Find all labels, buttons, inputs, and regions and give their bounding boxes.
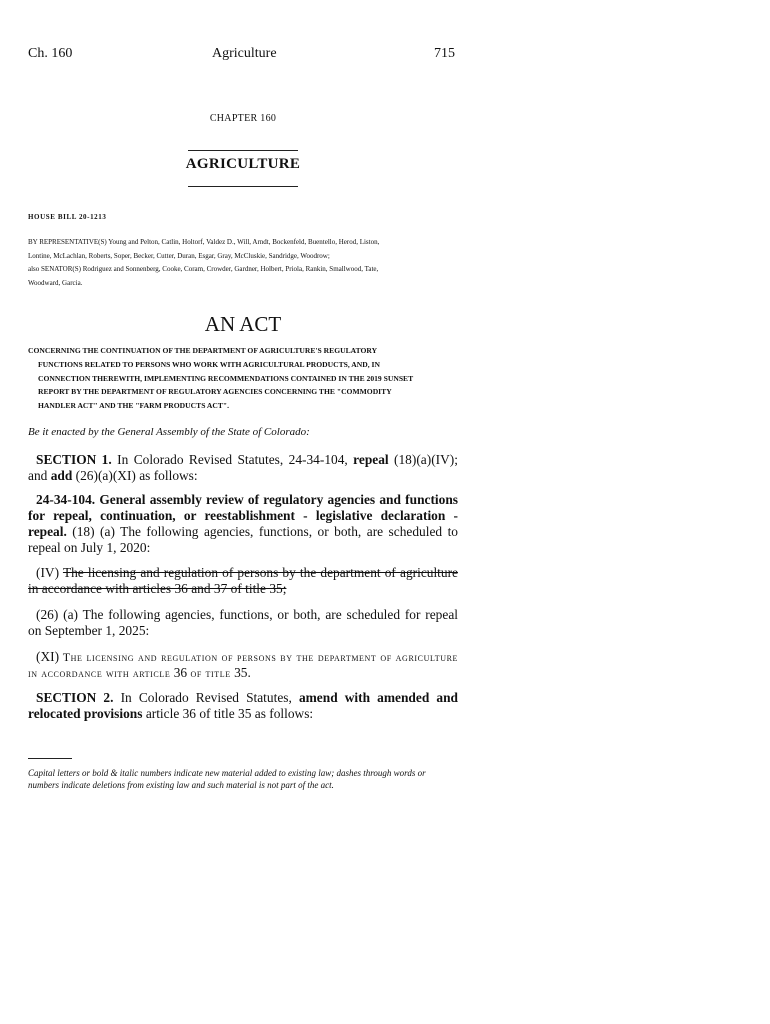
section-2 — [28, 690, 458, 722]
xi-number: 35. — [234, 665, 251, 680]
sponsors-line: BY REPRESENTATIVE(S) Young and Pelton, Catlin, Holtorf, Valdez D., Will, Arndt, Bockenfeld, Buentello, Herod, Liston, — [28, 238, 380, 246]
section-2-bold: amend with amended and relocated provisions — [28, 690, 458, 721]
footnote-rule — [28, 758, 72, 759]
statute-block — [28, 492, 458, 556]
concerning-line: CONNECTION THEREWITH, IMPLEMENTING RECOMMENDATIONS CONTAINED IN THE 2019 SUNSET — [38, 373, 414, 383]
title-rule-top — [188, 150, 298, 151]
section-1-text: (18)(a)(IV); and — [28, 452, 458, 483]
xi-text: of title — [190, 666, 231, 680]
concerning-line: REPORT BY THE DEPARTMENT OF REGULATORY AGENCIES CONCERNING THE "COMMODITY — [38, 387, 392, 397]
section-2-label: SECTION 2. — [36, 690, 114, 705]
page-number: 715 — [434, 46, 455, 61]
xi-number: 36 — [173, 665, 188, 680]
sponsors-line: Lontine, McLachlan, Roberts, Soper, Becker, Cutter, Duran, Esgar, Gray, McCluskie, Sandridge, Woodrow; — [28, 251, 330, 260]
subparagraph-xi — [28, 649, 458, 681]
header-subject: Agriculture — [212, 46, 277, 61]
sponsors-line: also SENATOR(S) Rodriguez and Sonnenberg, Cooke, Coram, Crowder, Gardner, Holbert, Priola, Rankin, Smallwood, Tate, — [28, 265, 379, 273]
chapter-title: AGRICULTURE — [185, 156, 301, 172]
xi-label: (XI) — [36, 649, 60, 664]
section-1-text: In Colorado Revised Statutes, 24-34-104, — [117, 452, 348, 467]
act-title: AN ACT — [204, 312, 282, 336]
section-1 — [28, 452, 458, 484]
section-1-add: add — [50, 468, 73, 483]
enacting-clause: Be it enacted by the General Assembly of the State of Colorado: — [28, 426, 310, 438]
act-concerning — [28, 344, 458, 413]
section-1-repeal: repeal — [353, 452, 389, 467]
section-1-text: (26)(a)(XI) as follows: — [75, 468, 198, 483]
statute-heading: 24-34-104. General assembly review of regulatory agencies and functions for repeal, continuation, or reestablishment - legislative declaration - repeal. — [28, 492, 458, 539]
concerning-line: FUNCTIONS RELATED TO PERSONS WHO WORK WITH AGRICULTURAL PRODUCTS, AND, IN — [38, 359, 380, 369]
section-2-text: In Colorado Revised Statutes, — [120, 690, 292, 705]
sponsors-line: Woodward, Garcia. — [28, 278, 83, 287]
xi-text: The licensing and regulation of persons by the department of agriculture in accordance with article — [28, 650, 458, 680]
iv-label: (IV) — [36, 565, 60, 580]
chapter-label: CHAPTER 160 — [209, 113, 277, 124]
concerning-line: CONCERNING THE CONTINUATION OF THE DEPARTMENT OF AGRICULTURE'S REGULATORY — [28, 346, 378, 355]
subsection-26: (26) (a) The following agencies, functions, or both, are scheduled for repeal on September 1, 2025: — [28, 607, 458, 638]
iv-struck-text: The licensing and regulation of persons by the department of agriculture in accordance with articles 36 and 37 of title 35; — [28, 565, 458, 596]
bill-number: HOUSE BILL 20-1213 — [28, 213, 107, 221]
sponsors — [28, 236, 458, 290]
section-2-text: article 36 of title 35 as follows: — [145, 706, 314, 721]
subsection-18: (18) (a) The following agencies, functions, or both, are scheduled to repeal on July 1, 2020: — [28, 524, 458, 555]
title-rule-bottom — [188, 186, 298, 187]
footnote: Capital letters or bold & italic numbers indicate new material added to existing law; dashes through words or numbers indicate deletions from existing law and such material is not part of the act. — [28, 768, 426, 790]
header-chapter-ref: Ch. 160 — [28, 46, 73, 61]
subparagraph-iv — [28, 565, 458, 597]
section-1-label: SECTION 1. — [36, 452, 112, 467]
concerning-line: HANDLER ACT" AND THE "FARM PRODUCTS ACT". — [38, 401, 230, 411]
